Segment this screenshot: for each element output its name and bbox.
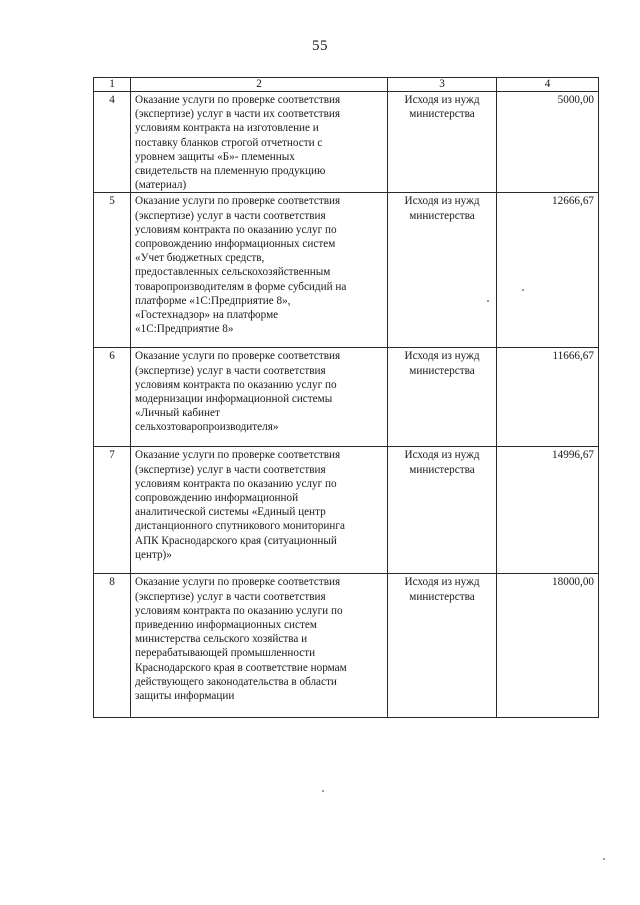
- description-line: Оказание услуги по проверке соответствия: [135, 576, 341, 589]
- service-description: [131, 447, 388, 574]
- description-line: условиям контракта на изготовление и: [135, 122, 319, 135]
- scan-speck: [322, 790, 324, 792]
- description-line: платформе «1С:Предприятие 8»,: [135, 294, 291, 307]
- basis-line: Исходя из нужд: [404, 94, 480, 106]
- description-line: «Личный кабинет: [135, 407, 220, 420]
- description-line: (экспертизе) услуг в части соответствия: [135, 364, 326, 377]
- amount-cell: 18000,00: [497, 574, 599, 718]
- description-line: «1С:Предприятие 8»: [135, 323, 234, 336]
- basis-cell: [388, 348, 497, 447]
- amount-cell: 12666,67: [497, 193, 599, 348]
- description-line: Оказание услуги по проверке соответствия: [135, 449, 341, 462]
- row-number: 4: [94, 92, 131, 193]
- row-number: 7: [94, 447, 131, 574]
- basis-cell: [388, 92, 497, 193]
- description-line: (экспертизе) услуг в части соответствия: [135, 209, 326, 222]
- basis-line: Исходя из нужд: [404, 576, 480, 589]
- description-line: «Учет бюджетных средств,: [135, 252, 265, 265]
- description-line: условиям контракта по оказанию услуг по: [135, 477, 337, 490]
- amount-cell: 14996,67: [497, 447, 599, 574]
- row-number: 8: [94, 574, 131, 718]
- row-number: 6: [94, 348, 131, 447]
- description-line: «Гостехнадзор» на платформе: [135, 309, 279, 322]
- description-line: сельхозтоваропроизводителя»: [135, 421, 279, 434]
- description-line: (экспертизе) услуг в части соответствия: [135, 590, 326, 603]
- basis-cell: [388, 193, 497, 348]
- basis-cell: [388, 574, 497, 718]
- column-header: 1: [94, 78, 131, 92]
- description-line: условиям контракта по оказанию услуг по: [135, 223, 337, 236]
- basis-line: министерства: [409, 463, 475, 476]
- description-line: сопровождению информационных систем: [135, 238, 336, 251]
- basis-line: министерства: [409, 364, 475, 377]
- budget-table: [93, 77, 599, 718]
- description-line: Оказание услуги по проверке соответствия: [135, 350, 341, 363]
- table-row: [94, 574, 599, 718]
- description-line: АПК Краснодарского края (ситуационный: [135, 534, 337, 547]
- description-line: министерства сельского хозяйства и: [135, 633, 308, 646]
- basis-line: министерства: [409, 108, 475, 121]
- basis-line: Исходя из нужд: [404, 350, 480, 363]
- column-header: 4: [497, 78, 599, 92]
- scan-speck: [522, 289, 524, 291]
- table-row: [94, 447, 599, 574]
- description-line: условиям контракта по оказанию услуги по: [135, 604, 343, 617]
- row-number: 5: [94, 193, 131, 348]
- description-line: приведению информационных систем: [135, 619, 317, 632]
- column-header: 2: [131, 78, 388, 92]
- basis-line: Исходя из нужд: [404, 195, 480, 208]
- description-line: защиты информации: [135, 690, 235, 703]
- basis-line: министерства: [409, 590, 475, 603]
- basis-line: Исходя из нужд: [404, 449, 480, 462]
- description-line: условиям контракта по оказанию услуг по: [135, 378, 337, 391]
- page-number: 55: [312, 38, 328, 54]
- service-description: [131, 348, 388, 447]
- description-line: уровнем защиты «Б»- племенных: [135, 150, 295, 163]
- table-row: [94, 92, 599, 193]
- description-line: товаропроизводителям в форме субсидий на: [135, 280, 347, 293]
- description-line: модернизации информационной системы: [135, 393, 333, 406]
- description-line: дистанционного спутникового мониторинга: [135, 520, 345, 533]
- description-line: (экспертизе) услуг в части их соответствия: [135, 108, 341, 121]
- table-row: [94, 193, 599, 348]
- amount-cell: 5000,00: [497, 92, 599, 193]
- basis-line: министерства: [409, 209, 475, 222]
- description-line: свидетельств на племенную продукцию: [135, 165, 326, 178]
- description-line: Оказание услуги по проверке соответствия: [135, 94, 341, 106]
- service-description: [131, 193, 388, 348]
- description-line: (материал): [135, 179, 187, 192]
- description-line: сопровождению информационной: [135, 492, 299, 505]
- table-header-row: [94, 78, 599, 92]
- scan-speck: [603, 858, 605, 860]
- description-line: предоставленных сельскохозяйственным: [135, 266, 331, 279]
- description-line: перерабатывающей промышленности: [135, 647, 316, 660]
- amount-cell: 11666,67: [497, 348, 599, 447]
- service-description: [131, 574, 388, 718]
- description-line: действующего законодательства в области: [135, 675, 337, 688]
- column-header: 3: [388, 78, 497, 92]
- description-line: Оказание услуги по проверке соответствия: [135, 195, 341, 208]
- description-line: центр)»: [135, 548, 172, 561]
- table-row: [94, 348, 599, 447]
- description-line: аналитической системы «Единый центр: [135, 506, 326, 519]
- service-description: [131, 92, 388, 193]
- description-line: поставку бланков строгой отчетности с: [135, 136, 323, 149]
- scan-speck: [487, 300, 489, 302]
- description-line: (экспертизе) услуг в части соответствия: [135, 463, 326, 476]
- description-line: Краснодарского края в соответствие нормам: [135, 661, 347, 674]
- basis-cell: [388, 447, 497, 574]
